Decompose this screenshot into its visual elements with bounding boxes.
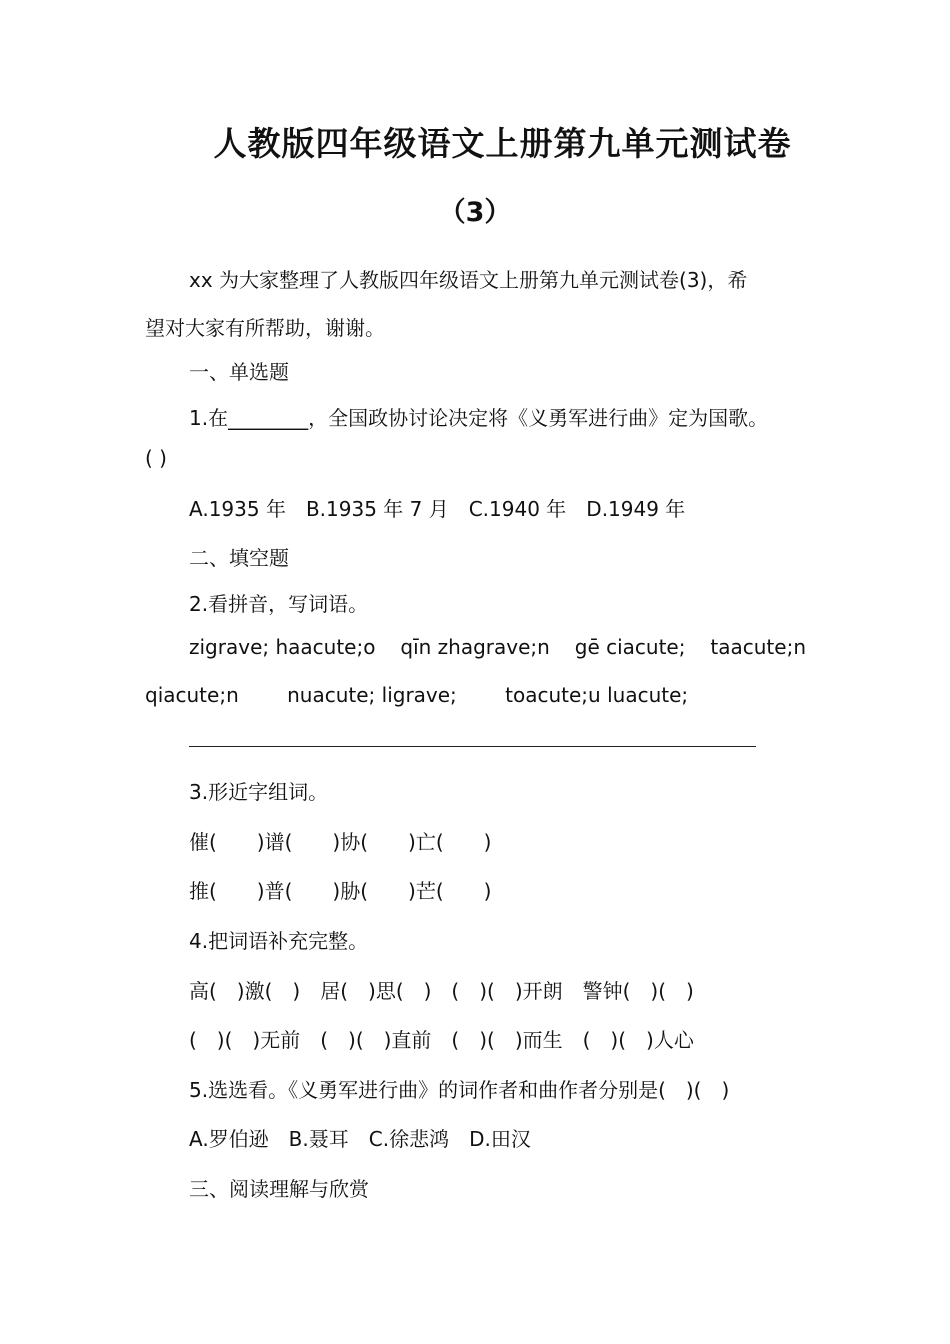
intro-line-2: 望对大家有所帮助，谢谢。: [145, 316, 385, 340]
section-heading-fill-in: 二、填空题: [189, 546, 289, 570]
question-3-row-2: 推( )普( )胁( )芒( ): [189, 879, 492, 903]
question-2-stem: 2.看拼音，写词语。: [189, 592, 369, 616]
pinyin-item: nuacute; ligrave;: [287, 683, 457, 707]
question-4-row-2: ( )( )无前 ( )( )直前 ( )( )而生 ( )( )人心: [189, 1028, 694, 1052]
question-3-row-1: 催( )谱( )协( )亡( ): [189, 830, 492, 854]
question-5-stem: 5.选选看。《义勇军进行曲》的词作者和曲作者分别是( )( ): [189, 1078, 730, 1102]
section-heading-reading: 三、阅读理解与欣赏: [189, 1177, 369, 1201]
question-1-answer-paren: ( ): [145, 446, 167, 470]
pinyin-item: gē ciacute;: [574, 635, 686, 659]
pinyin-row-2: [145, 683, 730, 707]
question-5-options: A.罗伯逊 B.聂耳 C.徐悲鸿 D.田汉: [189, 1127, 531, 1151]
question-3-stem: 3.形近字组词。: [189, 780, 329, 804]
pinyin-item: zigrave; haacute;o: [189, 635, 376, 659]
question-4-row-1: 高( )激( ) 居( )思( ) ( )( )开朗 警钟( )( ): [189, 979, 694, 1003]
pinyin-item: toacute;u luacute;: [505, 683, 689, 707]
pinyin-item: taacute;n: [710, 635, 806, 659]
answer-underline: [189, 746, 756, 747]
question-4-stem: 4.把词语补充完整。: [189, 929, 369, 953]
document-title: 人教版四年级语文上册第九单元测试卷: [213, 124, 792, 163]
section-heading-single-choice: 一、单选题: [189, 360, 289, 384]
question-1-stem: 1.在________，全国政协讨论决定将《义勇军进行曲》定为国歌。: [189, 406, 769, 430]
pinyin-row-1: [189, 635, 806, 659]
pinyin-item: qiacute;n: [145, 683, 239, 707]
intro-line-1: xx 为大家整理了人教版四年级语文上册第九单元测试卷(3)，希: [189, 268, 748, 292]
question-1-options: A.1935 年 B.1935 年 7 月 C.1940 年 D.1949 年: [189, 497, 686, 521]
pinyin-item: qīn zhagrave;n: [400, 635, 550, 659]
document-title-number: （3）: [438, 197, 512, 228]
